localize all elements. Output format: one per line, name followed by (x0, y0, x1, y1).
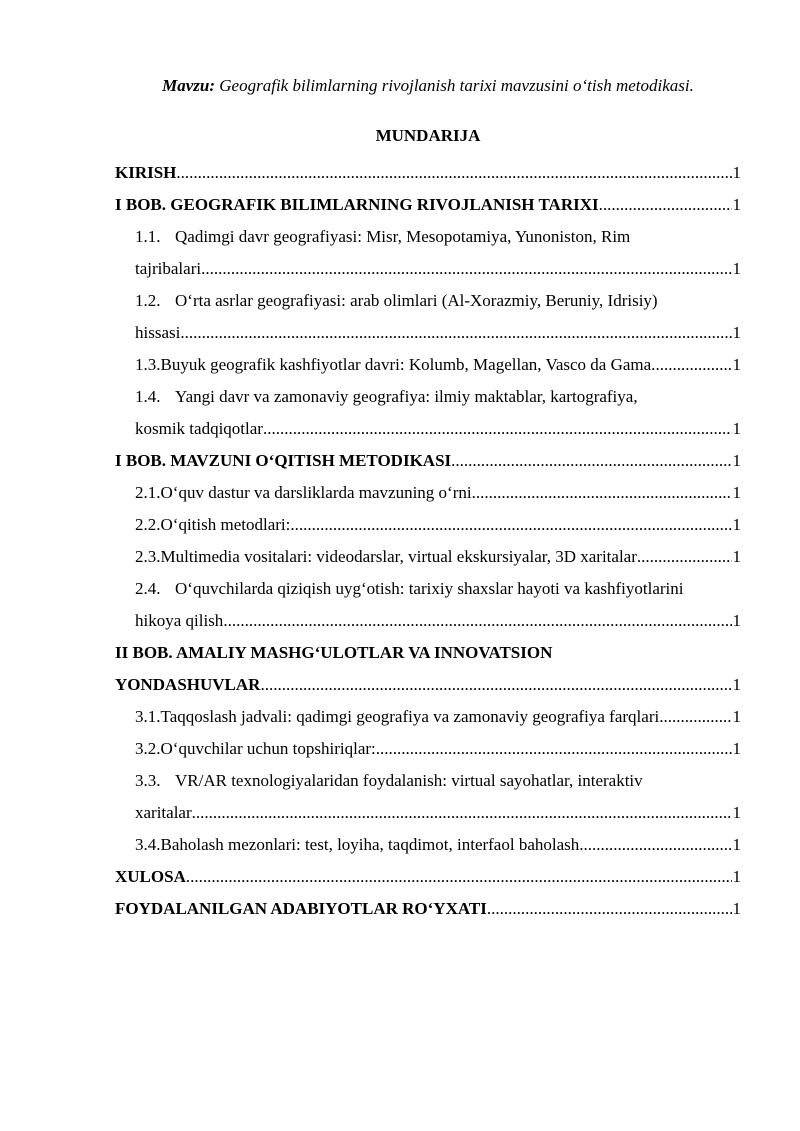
toc-entry-3-3-line2[interactable] (115, 797, 741, 829)
toc-entry-1-3[interactable] (115, 349, 741, 381)
dot-leader (637, 541, 732, 573)
section-number: 1.3. (135, 355, 161, 374)
toc-entry-2-4-line1[interactable] (115, 573, 741, 605)
toc-entry-chapter-1[interactable] (115, 189, 741, 221)
topic-text: Geografik bilimlarning rivojlanish tarixi mavzusini o‘tish metodikasi. (215, 76, 694, 95)
section-number: 2.4. (135, 579, 161, 598)
toc-entry-text: O‘quvchilarda qiziqish uyg‘otish: tarixiy shaxslar hayoti va kashfiyotlarini (175, 579, 684, 598)
toc-entry-2-2[interactable] (115, 509, 741, 541)
toc-entry-2-3[interactable] (115, 541, 741, 573)
dot-leader (487, 893, 732, 925)
toc-entry-1-4-line1[interactable] (115, 381, 741, 413)
dot-leader (599, 189, 732, 221)
toc-entry-references[interactable] (115, 893, 741, 925)
toc-entry-text-cont: hikoya qilish (135, 611, 224, 630)
page-number: 1 (732, 611, 741, 630)
toc-entry-text: Qadimgi davr geografiyasi: Misr, Mesopotamiya, Yunoniston, Rim (175, 227, 631, 246)
page-number: 1 (732, 451, 741, 470)
section-number: 3.2. (135, 739, 161, 758)
toc-entry-text: O‘quv dastur va darsliklarda mavzuning o‘rni (160, 483, 472, 502)
page-number: 1 (732, 323, 741, 342)
section-number: 3.3. (135, 771, 161, 790)
dot-leader (186, 861, 732, 893)
toc-entry-2-1[interactable] (115, 477, 741, 509)
section-number: 1.2. (135, 291, 161, 310)
toc-entry-text-cont: tajribalari (135, 259, 202, 278)
table-of-contents (115, 157, 741, 925)
toc-entry-3-3-line1[interactable] (115, 765, 741, 797)
dot-leader (655, 349, 731, 381)
toc-entry-xulosa[interactable] (115, 861, 741, 893)
section-number: 2.1. (135, 483, 161, 502)
page-number: 1 (732, 803, 741, 822)
toc-title: MUNDARIJA (375, 126, 481, 145)
toc-entry-text: O‘quvchilar uchun topshiriqlar: (160, 739, 376, 758)
toc-entry-1-2-line2[interactable] (115, 317, 741, 349)
dot-leader (451, 445, 731, 477)
toc-entry-1-4-line2[interactable] (115, 413, 741, 445)
dot-leader (376, 733, 732, 765)
section-number: 2.2. (135, 515, 161, 534)
toc-entry-text: XULOSA (115, 867, 186, 886)
toc-entry-text: Buyuk geografik kashfiyotlar davri: Kolumb, Magellan, Vasco da Gama. (160, 355, 656, 374)
dot-leader (180, 317, 731, 349)
toc-entry-text: I BOB. GEOGRAFIK BILIMLARNING RIVOJLANISH TARIXI (115, 195, 599, 214)
page-number: 1 (732, 675, 741, 694)
toc-entry-text: Multimedia vositalari: videodarslar, virtual ekskursiyalar, 3D xaritalar (160, 547, 637, 566)
toc-entry-2-4-line2[interactable] (115, 605, 741, 637)
page-number: 1 (732, 739, 741, 758)
toc-entry-3-4[interactable] (115, 829, 741, 861)
toc-entry-text: KIRISH (115, 163, 177, 182)
page-number: 1 (732, 483, 741, 502)
dot-leader (176, 157, 731, 189)
toc-entry-text-cont: hissasi (135, 323, 181, 342)
dot-leader (263, 413, 732, 445)
toc-entry-text: O‘qitish metodlari: (160, 515, 291, 534)
page-number: 1 (732, 195, 741, 214)
page-number: 1 (732, 355, 741, 374)
topic-label: Mavzu: (162, 76, 216, 95)
toc-entry-text: I BOB. MAVZUNI O‘QITISH METODIKASI (115, 451, 452, 470)
toc-entry-text-cont: YONDASHUVLAR (115, 675, 261, 694)
toc-entry-text: O‘rta asrlar geografiyasi: arab olimlari (Al-Xorazmiy, Beruniy, Idrisiy) (175, 291, 658, 310)
section-number: 3.1. (135, 707, 161, 726)
dot-leader (223, 605, 731, 637)
toc-entry-1-1-line1[interactable] (115, 221, 741, 253)
dot-leader (192, 797, 732, 829)
toc-entry-text: Yangi davr va zamonaviy geografiya: ilmiy maktablar, kartografiya, (175, 387, 638, 406)
toc-entry-text: FOYDALANILGAN ADABIYOTLAR RO‘YXATI (115, 899, 487, 918)
topic-line (115, 76, 741, 96)
toc-entry-text: Taqqoslash jadvali: qadimgi geografiya va zamonaviy geografiya farqlari. (160, 707, 664, 726)
page-number: 1 (732, 259, 741, 278)
section-number: 3.4. (135, 835, 161, 854)
page-number: 1 (732, 515, 741, 534)
toc-entry-chapter-3-line1[interactable] (115, 637, 741, 669)
page-number: 1 (732, 163, 741, 182)
page-number: 1 (732, 899, 741, 918)
dot-leader (663, 701, 731, 733)
toc-entry-text: II BOB. AMALIY MASHG‘ULOTLAR VA INNOVATSION (115, 643, 553, 662)
dot-leader (201, 253, 731, 285)
toc-entry-3-2[interactable] (115, 733, 741, 765)
section-number: 1.1. (135, 227, 161, 246)
page-number: 1 (732, 547, 741, 566)
dot-leader (260, 669, 731, 701)
dot-leader (579, 829, 731, 861)
toc-entry-1-1-line2[interactable] (115, 253, 741, 285)
toc-entry-text-cont: xaritalar (135, 803, 192, 822)
page-number: 1 (732, 419, 741, 438)
section-number: 2.3. (135, 547, 161, 566)
page-number: 1 (732, 867, 741, 886)
dot-leader (472, 477, 732, 509)
toc-entry-text-cont: kosmik tadqiqotlar (135, 419, 263, 438)
section-number: 1.4. (135, 387, 161, 406)
toc-entry-chapter-3-line2[interactable] (115, 669, 741, 701)
toc-entry-1-2-line1[interactable] (115, 285, 741, 317)
dot-leader (290, 509, 731, 541)
page-number: 1 (732, 707, 741, 726)
toc-entry-text: Baholash mezonlari: test, loyiha, taqdimot, interfaol baholash (160, 835, 580, 854)
toc-entry-3-1[interactable] (115, 701, 741, 733)
toc-entry-text: VR/AR texnologiyalaridan foydalanish: virtual sayohatlar, interaktiv (175, 771, 643, 790)
page-number: 1 (732, 835, 741, 854)
toc-entry-kirish[interactable] (115, 157, 741, 189)
toc-entry-chapter-2[interactable] (115, 445, 741, 477)
